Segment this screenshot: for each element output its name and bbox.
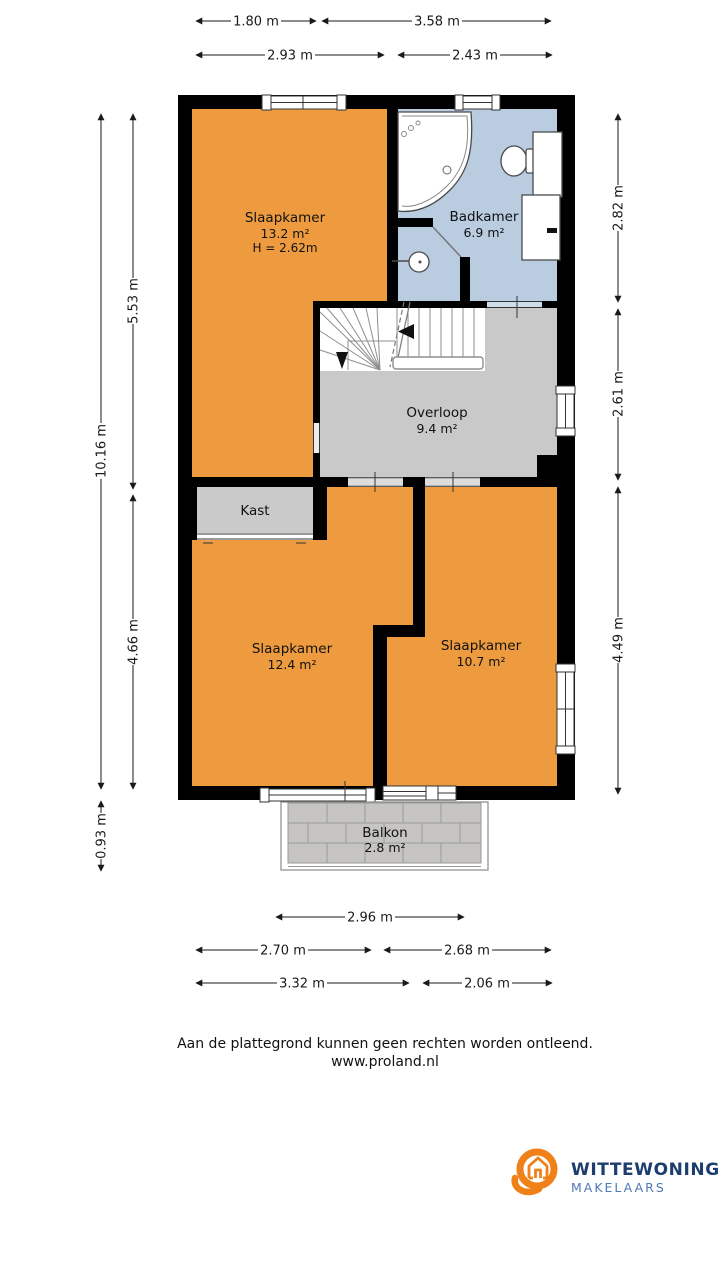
svg-text:2.96 m: 2.96 m — [347, 910, 393, 926]
toilet — [501, 146, 527, 176]
svg-text:0.93 m: 0.93 m — [94, 813, 110, 859]
stairs — [320, 302, 485, 371]
dim-left-total — [93, 114, 110, 789]
radiator-valve — [547, 228, 557, 233]
dim-top-3 — [196, 47, 384, 64]
balcony-door-slaapkamer3 — [383, 786, 456, 800]
dim-bottom-1 — [276, 909, 464, 926]
slaapkamer3-area: 10.7 m² — [456, 654, 506, 669]
svg-text:2.06 m: 2.06 m — [464, 976, 510, 992]
svg-text:10.16 m: 10.16 m — [94, 423, 110, 479]
dim-right-3 — [610, 487, 627, 794]
logo-brand-text: WITTEWONING — [571, 1160, 720, 1180]
disclaimer-text: Aan de plattegrond kunnen geen rechten worden ontleend. — [177, 1036, 593, 1052]
svg-text:2.93 m: 2.93 m — [267, 48, 313, 64]
website-text: www.proland.nl — [331, 1054, 439, 1070]
room-slaapkamer3-floor-upper — [425, 487, 557, 637]
svg-text:2.70 m: 2.70 m — [260, 943, 306, 959]
svg-text:2.82 m: 2.82 m — [611, 185, 627, 231]
bath-drain — [443, 166, 451, 174]
svg-text:2.43 m: 2.43 m — [452, 48, 498, 64]
svg-text:1.80 m: 1.80 m — [233, 14, 279, 30]
slaapkamer3-name: Slaapkamer — [440, 638, 522, 654]
window-overloop — [556, 386, 575, 436]
svg-text:4.49 m: 4.49 m — [611, 617, 627, 663]
window-slaapkamer1 — [262, 95, 346, 110]
room-slaapkamer2-floor-upper — [327, 487, 413, 625]
dim-left-balkon — [93, 801, 110, 871]
slaapkamer2-name: Slaapkamer — [251, 641, 333, 657]
dim-top-2 — [322, 13, 551, 30]
badkamer-area: 6.9 m² — [463, 225, 505, 240]
dim-left-lower — [125, 495, 142, 789]
balkon-area: 2.8 m² — [364, 840, 406, 855]
wall-notch — [537, 455, 557, 477]
door-slaapkamer1 — [313, 423, 320, 453]
overloop-name: Overloop — [406, 405, 468, 421]
window-badkamer — [455, 95, 500, 110]
svg-text:2.68 m: 2.68 m — [444, 943, 490, 959]
dim-right-2 — [610, 309, 627, 480]
svg-text:4.66 m: 4.66 m — [126, 619, 142, 665]
dim-top-1 — [196, 13, 316, 30]
dim-bottom-3 — [384, 942, 551, 959]
slaapkamer1-height: H = 2.62m — [252, 241, 318, 255]
bathroom-wall-stub-v — [460, 257, 470, 303]
bathroom-wall-stub-h — [397, 218, 433, 227]
dim-top-4 — [398, 47, 552, 64]
window-slaapkamer3 — [556, 664, 575, 754]
dim-bottom-2 — [196, 942, 371, 959]
dim-bottom-4 — [196, 975, 409, 992]
svg-text:5.53 m: 5.53 m — [126, 278, 142, 324]
footer — [177, 1036, 593, 1070]
logo-house-icon — [515, 1152, 554, 1192]
dim-right-1 — [610, 114, 627, 302]
overloop-area: 9.4 m² — [416, 421, 458, 436]
dim-left-upper — [125, 114, 142, 489]
logo-subbrand-text: MAKELAARS — [571, 1180, 666, 1195]
logo — [515, 1152, 720, 1195]
stair-handrail — [393, 357, 483, 369]
slaapkamer1-name: Slaapkamer — [244, 210, 326, 226]
slaapkamer2-area: 12.4 m² — [267, 657, 317, 672]
balkon-name: Balkon — [362, 825, 408, 841]
badkamer-name: Badkamer — [449, 209, 519, 225]
kast-name: Kast — [240, 503, 270, 519]
bathroom-cabinet-lower — [522, 195, 560, 260]
slaapkamer1-area: 13.2 m² — [260, 226, 310, 241]
dim-bottom-5 — [423, 975, 552, 992]
svg-text:2.61 m: 2.61 m — [611, 371, 627, 417]
svg-text:3.32 m: 3.32 m — [279, 976, 325, 992]
svg-text:3.58 m: 3.58 m — [414, 14, 460, 30]
bathroom-cabinet-upper — [533, 132, 562, 197]
